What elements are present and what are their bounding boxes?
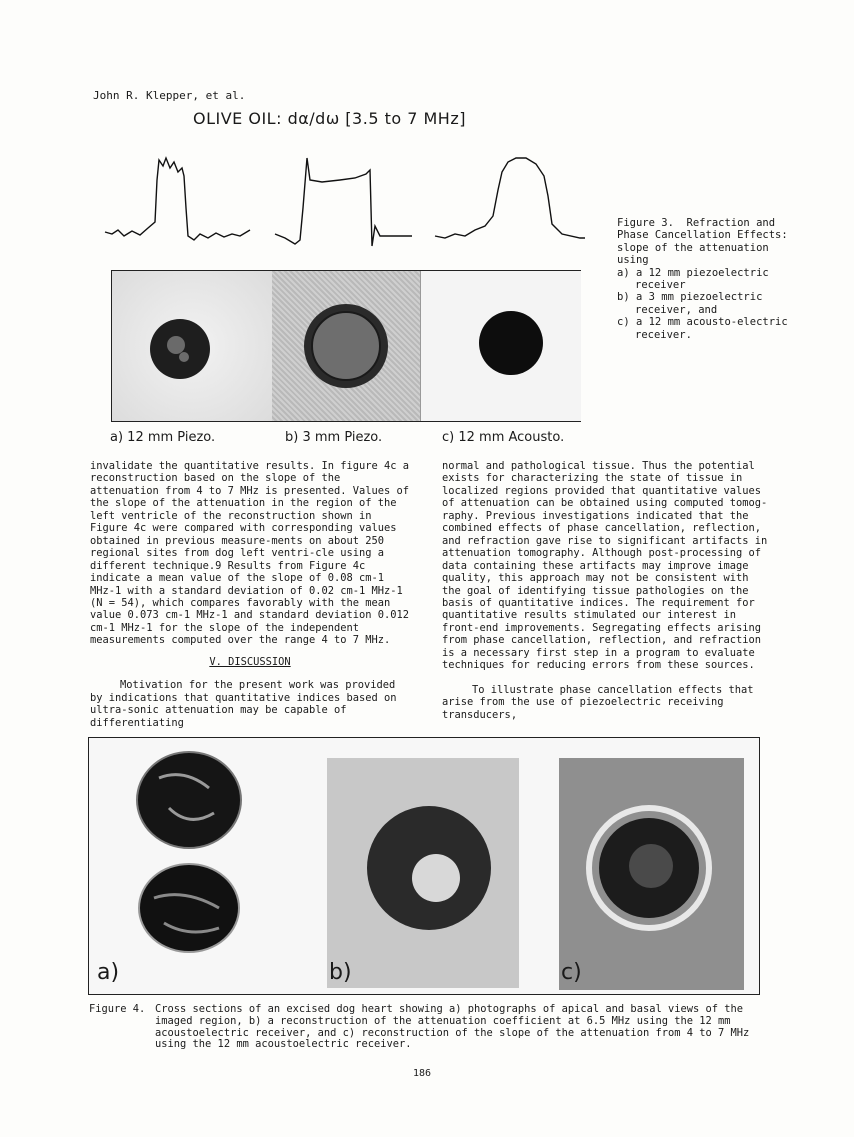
paragraph: To illustrate phase cancellation effects that arise from the use of piezoelectric receiving transducers, <box>442 683 754 721</box>
figure3-label-c: c) 12 mm Acousto. <box>442 430 565 445</box>
page-number: 186 <box>413 1068 432 1079</box>
figure4-caption-label: Figure 4. <box>89 1003 146 1015</box>
figure4-caption-text: Cross sections of an excised dog heart showing a) photographs of apical and basal views of the imaged region, b) a reconstruction of the attenuation coefficient at 6.5 MHz using the 12 mm acoustoelectric receiver, and c) reconstruction of the slope of the attenuation from 4 to 7 MHz using the 12 mm acoustoelectric receiver. <box>155 1003 750 1051</box>
figure3-caption-item-a: a) a 12 mm piezoelectric receiver <box>617 266 769 292</box>
right-column <box>442 460 772 721</box>
figure4-image-b <box>324 738 559 994</box>
figure4-image-panel <box>88 737 760 995</box>
section-heading: V. DISCUSSION <box>209 655 291 668</box>
figure3-label-b: b) 3 mm Piezo. <box>285 430 383 445</box>
waveform-b <box>275 158 412 246</box>
figure4-image-c <box>559 738 759 994</box>
figure3-caption <box>617 217 801 341</box>
paragraph: normal and pathological tissue. Thus the potential exists for characterizing the state of tissue in localized regions provided that quantitative values of attenuation can be obtained using computed tomog-raphy. Previous investigations indicated that the combined effects of phase cancellation, reflection, and refraction gave rise to significant artifacts in attenuation tomography. Although post-processing of data containing these artifacts may improve image quality, this approach may not be consistent with the goal of identifying tissue pathologies on the basis of quantitative indices. The requirement for quantitative results stimulated our interest in front-end improvements. Segregating effects arising from phase cancellation, reflection, and refraction is a necessary first step in a program to evaluate techniques for reducing errors from these sources. <box>442 460 768 672</box>
waveform-c <box>435 158 585 238</box>
left-column <box>90 460 410 729</box>
paragraph: invalidate the quantitative results. In figure 4c a reconstruction based on the slope of the attenuation from 4 to 7 MHz is presented. Values of the slope of the attenuation in the region of the left ventricle of the reconstruction shown in Figure 4c were compared with corresponding values obtained in previous measure-ments on about 250 regional sites from dog left ventri-cle using a different technique.9 Results from Figure 4c indicate a mean value of the slope of 0.08 cm-1 MHz-1 with a standard deviation of 0.02 cm-1 MHz-1 (N = 54), which compares favorably with the mean value 0.073 cm-1 MHz-1 and standard deviation 0.012 cm-1 MHz-1 for the slope of the independent measurements computed over the range 4 to 7 MHz. <box>90 460 410 647</box>
waveform-a <box>105 158 250 240</box>
author-line: John R. Klepper, et al. <box>93 89 246 102</box>
figure4-image-a <box>89 738 324 994</box>
figure3-image-b <box>272 271 420 421</box>
figure3-title: OLIVE OIL: dα/dω [3.5 to 7 MHz] <box>193 109 466 128</box>
figure3-waveforms <box>100 150 590 250</box>
paragraph: Motivation for the present work was provided by indications that quantitative indices based on ultra-sonic attenuation may be capable of differentiating <box>90 679 397 729</box>
figure3-caption-item-c: c) a 12 mm acousto-electric receiver. <box>617 316 788 341</box>
figure3-caption-item-b: b) a 3 mm piezoelectric receiver, and <box>617 291 763 316</box>
figure3-image-panel <box>111 270 581 422</box>
figure4-label-c: c) <box>561 960 582 985</box>
figure3-image-a <box>112 271 272 421</box>
figure4-label-b: b) <box>329 960 352 985</box>
figure4-label-a: a) <box>97 960 120 985</box>
figure3-caption-lead: Figure 3. Refraction and Phase Cancellation Effects: slope of the attenuation using <box>617 217 801 267</box>
figure4-caption <box>89 1004 769 1051</box>
figure3-label-a: a) 12 mm Piezo. <box>110 430 216 445</box>
figure3-image-c <box>420 271 581 421</box>
